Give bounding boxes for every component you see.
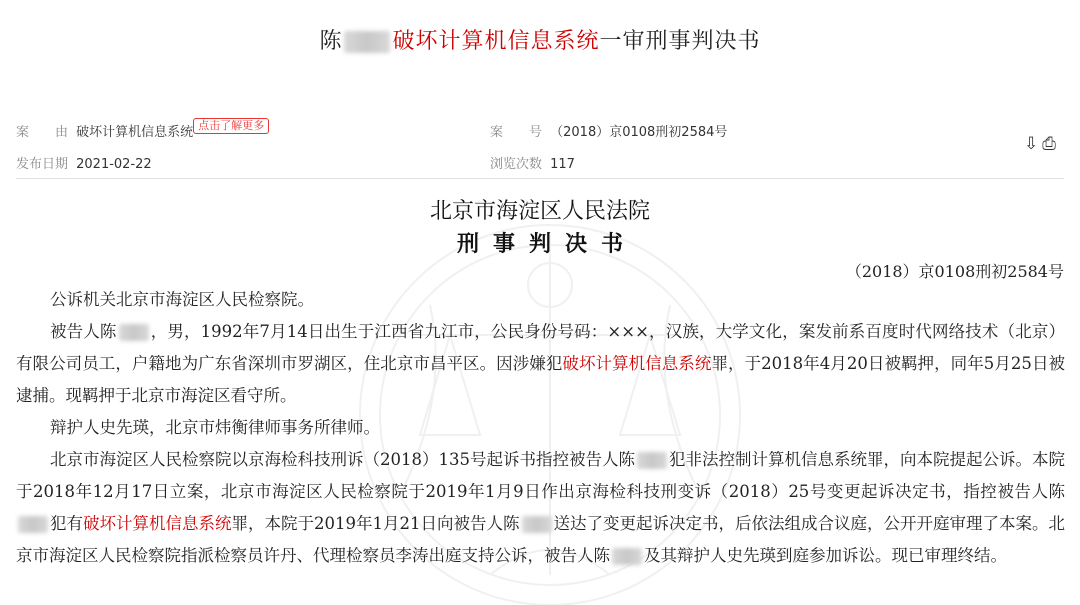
redacted-name: [637, 452, 667, 469]
redacted-name: [119, 324, 149, 341]
court-name: 北京市海淀区人民法院: [429, 199, 650, 224]
meta-case-number: [490, 121, 727, 140]
text-segment: 被告人陈: [50, 322, 117, 341]
print-icon[interactable]: ⎙: [1042, 134, 1056, 154]
text-segment: 北京市海淀区人民检察院以京海检科技刑诉（2018）135号起诉书指控被告人陈: [50, 450, 635, 469]
case-no-value: （2018）京0108刑初2584号: [550, 125, 728, 140]
page-title: [0, 24, 1080, 55]
paragraph-prosecutor: 公诉机关北京市海淀区人民检察院。: [50, 290, 314, 309]
publish-value: 2021-02-22: [76, 157, 152, 172]
document-type: 刑事判决书: [456, 231, 637, 257]
paragraph-defendant: [16, 316, 1065, 412]
cause-value: 破坏计算机信息系统: [76, 125, 194, 140]
meta-views: [490, 153, 575, 172]
text-segment: 罪，于2018年4月20日被羁押，同年5月25日被逮捕。现羁押于北京市海淀区看守所。: [16, 354, 1066, 405]
text-segment: 犯非法控制计算机信息系统罪，向本院提起公诉。本院于2018年12月17日立案，北京市海淀区人民检察院于2019年1月9日作出京海检科技刑变诉（2018）25号变更起诉决定书，指控被告人陈: [16, 450, 1065, 501]
meta-cause: [16, 121, 269, 141]
paragraph-proceedings: [16, 444, 1065, 572]
redacted-name: [522, 516, 552, 533]
redacted-name: [612, 548, 642, 565]
views-label: 浏览次数: [490, 157, 543, 172]
redacted-name: [18, 516, 48, 533]
text-segment: 及其辩护人史先瑛到庭参加诉讼。现已审理终结。: [644, 546, 1007, 565]
redacted-name: [344, 31, 390, 53]
document-case-number: （2018）京0108刑初2584号: [845, 262, 1064, 281]
text-segment: 罪，本院于2019年1月21日向被告人陈: [231, 514, 520, 533]
download-icon[interactable]: ⇩: [1024, 134, 1039, 154]
toolbar-icons: [1020, 134, 1056, 154]
crime-highlight: 破坏计算机信息系统: [83, 514, 232, 533]
learn-more-link[interactable]: 点击了解更多: [193, 118, 269, 134]
text-segment: ，男，1992年7月14日出生于江西省九江市，公民身份号码：×××，汉族，大学文化，案发前系百度时代网络技术（北京）有限公司员工，户籍地为广东省深圳市罗湖区，住北京市昌平区。因涉嫌犯: [16, 322, 1065, 373]
text-segment: 犯有: [50, 514, 83, 533]
title-suffix: 一审刑事判决书: [599, 29, 761, 54]
title-prefix: 陈: [319, 29, 343, 54]
header-divider: [16, 178, 1064, 179]
paragraph-defender: 辩护人史先瑛，北京市炜衡律师事务所律师。: [50, 418, 380, 437]
text-segment: 送达了变更起诉决定书，后依法组成合议庭，公开开庭审理了本案。北京市海淀区人民检察院指派检察员许丹、代理检察员李涛出庭支持公诉，被告人陈: [16, 514, 1065, 565]
views-value: 117: [550, 157, 575, 172]
title-crime: 破坏计算机信息系统: [392, 29, 600, 54]
case-no-label: 案 号: [490, 125, 543, 140]
cause-label: 案 由: [16, 125, 69, 140]
meta-publish-date: [16, 153, 152, 172]
crime-highlight: 破坏计算机信息系统: [562, 354, 712, 373]
document-body: [16, 284, 1065, 572]
publish-label: 发布日期: [16, 157, 69, 172]
